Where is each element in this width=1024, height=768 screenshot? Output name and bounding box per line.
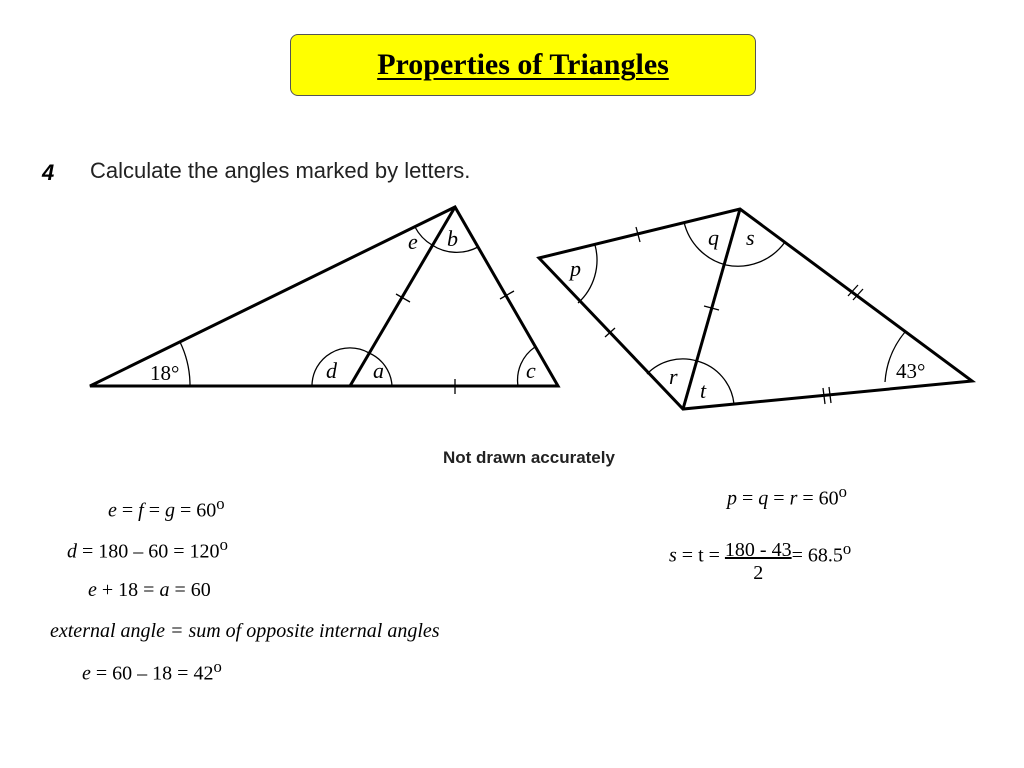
- fraction: $\frac{180 - 43}{2}$: [724, 539, 792, 584]
- arc-18: [180, 342, 190, 386]
- label-b: b: [447, 226, 458, 251]
- label-d: d: [326, 358, 337, 383]
- label-r: r: [669, 364, 678, 389]
- working-left-line3: e + 18 = a = 60: [88, 579, 211, 601]
- working-right-line1: $p = q = r = 60^o$: [727, 482, 847, 510]
- working-left-line4: external angle = sum of opposite internal angles: [50, 620, 440, 642]
- triangle1-outline: [90, 207, 558, 386]
- working-left-line5: $e = 60 - 18 = 42^o$: [82, 657, 222, 685]
- label-43-deg: 43°: [896, 359, 926, 383]
- working-left-line2: $d = 180 - 60 = 120^o$: [67, 535, 228, 563]
- arc-q: [684, 222, 726, 265]
- question-number: 4: [42, 160, 55, 185]
- label-18-deg: 18°: [150, 361, 180, 385]
- label-c: c: [526, 358, 536, 383]
- arc-s: [726, 242, 785, 266]
- page-title: Properties of Triangles: [377, 48, 669, 81]
- label-q: q: [708, 225, 719, 250]
- working-left-line1: $e = f = g = 60^o$: [108, 494, 225, 522]
- question-text: Calculate the angles marked by letters.: [90, 158, 471, 183]
- label-s: s: [746, 225, 755, 250]
- not-drawn-note: Not drawn accurately: [443, 448, 615, 467]
- label-p: p: [570, 256, 581, 281]
- label-a: a: [373, 358, 384, 383]
- working-right-line2: s = t = $\frac{180 - 43}{2}$ = $68.5^o$: [669, 539, 852, 584]
- label-e: e: [408, 229, 418, 254]
- label-t: t: [700, 378, 707, 403]
